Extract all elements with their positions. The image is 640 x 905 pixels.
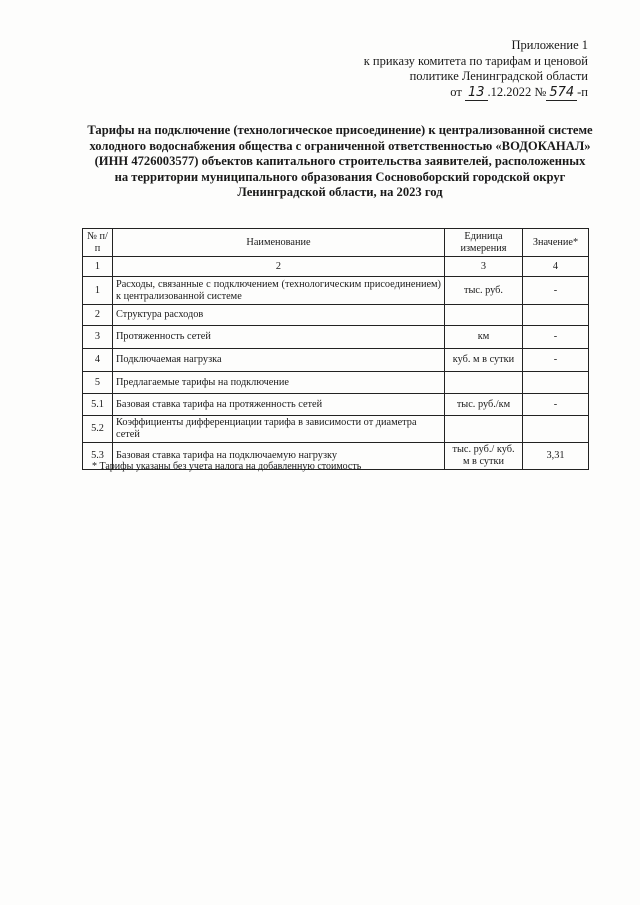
annex-order-line: к приказу комитета по тарифам и ценовой [363, 53, 588, 68]
row-value: - [523, 349, 589, 372]
title-line-4: на территории муниципального образования Сосновоборский городской округ [114, 169, 566, 184]
row-unit [445, 305, 523, 326]
row-num: 4 [83, 349, 113, 372]
row-value: - [523, 394, 589, 416]
handwritten-number: 574 [546, 85, 577, 101]
row-unit: куб. м в сутки [445, 349, 523, 372]
date-prefix: от [450, 84, 462, 99]
table-header-row [83, 229, 589, 257]
row-name: Предлагаемые тарифы на подключение [113, 372, 445, 394]
document-title [60, 123, 620, 201]
row-num: 5.3 [83, 443, 113, 470]
row-value: - [523, 326, 589, 349]
table-row [83, 416, 589, 443]
annex-committee-line: политике Ленинградской области [409, 69, 588, 83]
row-name: Структура расходов [113, 305, 445, 326]
table-row [83, 305, 589, 326]
row-num: 5.2 [83, 416, 113, 443]
handwritten-day: 13 [465, 85, 488, 101]
index-cell: 1 [83, 257, 113, 277]
title-line-5: Ленинградской области, на 2023 год [237, 185, 443, 200]
header-num: № п/п [83, 229, 113, 257]
row-value: 3,31 [523, 443, 589, 470]
row-num: 2 [83, 305, 113, 326]
row-unit: тыс. руб./км [445, 394, 523, 416]
row-name: Подключаемая нагрузка [113, 349, 445, 372]
index-cell: 3 [445, 257, 523, 277]
row-unit: тыс. руб. [445, 277, 523, 305]
row-name: Базовая ставка тарифа на протяженность сетей [113, 394, 445, 416]
row-value [523, 372, 589, 394]
title-line-1: Тарифы на подключение (технологическое присоединение) к централизованной системе [87, 123, 593, 137]
row-name: Коэффициенты дифференциации тарифа в зависимости от диаметра сетей [113, 416, 445, 443]
row-num: 1 [83, 277, 113, 305]
annex-date-line [328, 85, 588, 101]
table-row [83, 349, 589, 372]
tariffs-table [82, 228, 589, 470]
date-rest: .12.2022 № [487, 84, 547, 99]
header-name: Наименование [113, 229, 445, 257]
row-num: 3 [83, 326, 113, 349]
row-value [523, 416, 589, 443]
row-unit: тыс. руб./ куб. м в сутки [445, 443, 523, 470]
row-unit [445, 416, 523, 443]
row-name: Расходы, связанные с подключением (технологическим присоединением) к централизованной системе [113, 277, 445, 305]
index-cell: 4 [523, 257, 589, 277]
header-value: Значение* [523, 229, 589, 257]
annex-title: Приложение 1 [511, 38, 588, 52]
row-value [523, 305, 589, 326]
number-suffix: -п [577, 84, 588, 99]
row-num: 5.1 [83, 394, 113, 416]
table-row [83, 394, 589, 416]
row-unit: км [445, 326, 523, 349]
row-name: Протяженность сетей [113, 326, 445, 349]
column-index-row [83, 257, 589, 277]
table-row [83, 372, 589, 394]
row-value: - [523, 277, 589, 305]
vat-footnote: * Тарифы указаны без учета налога на добавленную стоимость [92, 461, 362, 472]
row-unit [445, 372, 523, 394]
table-row [83, 326, 589, 349]
annex-header [328, 38, 588, 100]
table-row [83, 277, 589, 305]
title-line-3: (ИНН 4726003577) объектов капитального строительства заявителей, расположенных [94, 154, 586, 169]
index-cell: 2 [113, 257, 445, 277]
header-unit: Единица измерения [445, 229, 523, 257]
row-num: 5 [83, 372, 113, 394]
title-line-2: холодного водоснабжения общества с ограниченной ответственностью «ВОДОКАНАЛ» [89, 138, 591, 153]
row-name: Базовая ставка тарифа на подключаемую нагрузку [113, 443, 445, 470]
